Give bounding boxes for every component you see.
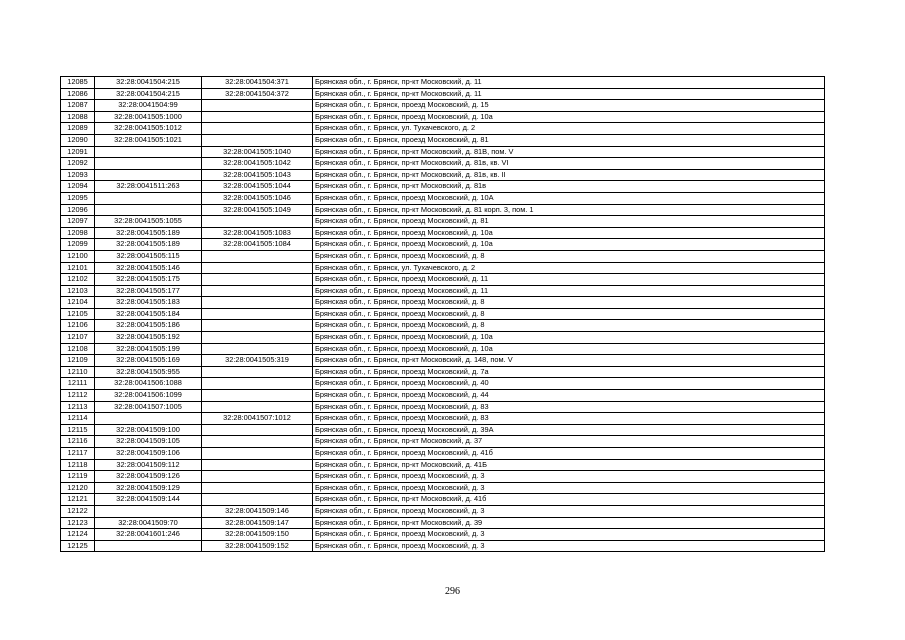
table-row — [61, 401, 825, 413]
row-number-cell: 12115 — [61, 424, 95, 436]
parcel-cadastral-number-cell: 32:28:0041509:105 — [95, 436, 202, 448]
table-row — [61, 413, 825, 425]
row-number-cell: 12094 — [61, 181, 95, 193]
object-cadastral-number-cell: 32:28:0041509:152 — [202, 540, 313, 552]
table-row — [61, 169, 825, 181]
row-number-cell: 12088 — [61, 111, 95, 123]
table-row — [61, 146, 825, 158]
address-cell: Брянская обл., г. Брянск, пр-кт Московский, д. 81в — [313, 181, 825, 193]
row-number-cell: 12112 — [61, 390, 95, 402]
table-row — [61, 505, 825, 517]
object-cadastral-number-cell — [202, 448, 313, 460]
parcel-cadastral-number-cell — [95, 204, 202, 216]
parcel-cadastral-number-cell — [95, 192, 202, 204]
row-number-cell: 12117 — [61, 448, 95, 460]
parcel-cadastral-number-cell: 32:28:0041509:144 — [95, 494, 202, 506]
table-row — [61, 494, 825, 506]
object-cadastral-number-cell: 32:28:0041509:147 — [202, 517, 313, 529]
row-number-cell: 12092 — [61, 158, 95, 170]
address-cell: Брянская обл., г. Брянск, проезд Московский, д. 15 — [313, 100, 825, 112]
parcel-cadastral-number-cell: 32:28:0041511:263 — [95, 181, 202, 193]
object-cadastral-number-cell — [202, 134, 313, 146]
object-cadastral-number-cell: 32:28:0041507:1012 — [202, 413, 313, 425]
parcel-cadastral-number-cell: 32:28:0041509:126 — [95, 471, 202, 483]
object-cadastral-number-cell — [202, 111, 313, 123]
address-cell: Брянская обл., г. Брянск, проезд Московский, д. 40 — [313, 378, 825, 390]
parcel-cadastral-number-cell: 32:28:0041505:189 — [95, 239, 202, 251]
parcel-cadastral-number-cell: 32:28:0041505:1055 — [95, 216, 202, 228]
address-cell: Брянская обл., г. Брянск, проезд Московский, д. 3 — [313, 529, 825, 541]
table-row — [61, 448, 825, 460]
address-cell: Брянская обл., г. Брянск, пр-кт Московский, д. 81 корп. 3, пом. 1 — [313, 204, 825, 216]
address-cell: Брянская обл., г. Брянск, пр-кт Московский, д. 11 — [313, 88, 825, 100]
object-cadastral-number-cell: 32:28:0041505:1049 — [202, 204, 313, 216]
object-cadastral-number-cell — [202, 436, 313, 448]
address-cell: Брянская обл., г. Брянск, пр-кт Московский, д. 148, пом. V — [313, 355, 825, 367]
address-cell: Брянская обл., г. Брянск, проезд Московский, д. 10а — [313, 343, 825, 355]
parcel-cadastral-number-cell: 32:28:0041505:955 — [95, 366, 202, 378]
row-number-cell: 12109 — [61, 355, 95, 367]
parcel-cadastral-number-cell: 32:28:0041505:177 — [95, 285, 202, 297]
parcel-cadastral-number-cell: 32:28:0041506:1099 — [95, 390, 202, 402]
object-cadastral-number-cell — [202, 123, 313, 135]
table-row — [61, 88, 825, 100]
address-cell: Брянская обл., г. Брянск, проезд Московский, д. 8 — [313, 297, 825, 309]
table-row — [61, 227, 825, 239]
parcel-cadastral-number-cell: 32:28:0041601:246 — [95, 529, 202, 541]
page-number: 296 — [445, 586, 460, 597]
address-cell: Брянская обл., г. Брянск, проезд Московский, д. 7а — [313, 366, 825, 378]
row-number-cell: 12096 — [61, 204, 95, 216]
address-cell: Брянская обл., г. Брянск, пр-кт Московский, д. 41Б — [313, 459, 825, 471]
table-row — [61, 332, 825, 344]
address-cell: Брянская обл., г. Брянск, проезд Московский, д. 44 — [313, 390, 825, 402]
row-number-cell: 12107 — [61, 332, 95, 344]
address-cell: Брянская обл., г. Брянск, проезд Московский, д. 39А — [313, 424, 825, 436]
table-body — [61, 77, 825, 552]
table-row — [61, 366, 825, 378]
row-number-cell: 12124 — [61, 529, 95, 541]
row-number-cell: 12116 — [61, 436, 95, 448]
table-row — [61, 390, 825, 402]
table-row — [61, 378, 825, 390]
object-cadastral-number-cell — [202, 332, 313, 344]
table-row — [61, 482, 825, 494]
address-cell: Брянская обл., г. Брянск, проезд Московский, д. 11 — [313, 285, 825, 297]
parcel-cadastral-number-cell: 32:28:0041506:1088 — [95, 378, 202, 390]
object-cadastral-number-cell: 32:28:0041505:319 — [202, 355, 313, 367]
object-cadastral-number-cell: 32:28:0041505:1042 — [202, 158, 313, 170]
property-table — [60, 76, 825, 552]
object-cadastral-number-cell — [202, 471, 313, 483]
table-row — [61, 158, 825, 170]
object-cadastral-number-cell — [202, 366, 313, 378]
object-cadastral-number-cell: 32:28:0041505:1044 — [202, 181, 313, 193]
address-cell: Брянская обл., г. Брянск, проезд Московский, д. 10а — [313, 239, 825, 251]
row-number-cell: 12098 — [61, 227, 95, 239]
object-cadastral-number-cell: 32:28:0041505:1083 — [202, 227, 313, 239]
parcel-cadastral-number-cell: 32:28:0041505:146 — [95, 262, 202, 274]
parcel-cadastral-number-cell: 32:28:0041505:1012 — [95, 123, 202, 135]
table-row — [61, 436, 825, 448]
address-cell: Брянская обл., г. Брянск, проезд Московский, д. 10а — [313, 332, 825, 344]
address-cell: Брянская обл., г. Брянск, проезд Московский, д. 3 — [313, 471, 825, 483]
address-cell: Брянская обл., г. Брянск, проезд Московский, д. 10а — [313, 227, 825, 239]
object-cadastral-number-cell — [202, 482, 313, 494]
object-cadastral-number-cell — [202, 250, 313, 262]
object-cadastral-number-cell — [202, 343, 313, 355]
address-cell: Брянская обл., г. Брянск, ул. Тухачевского, д. 2 — [313, 262, 825, 274]
parcel-cadastral-number-cell: 32:28:0041509:106 — [95, 448, 202, 460]
object-cadastral-number-cell — [202, 459, 313, 471]
parcel-cadastral-number-cell: 32:28:0041505:184 — [95, 308, 202, 320]
object-cadastral-number-cell — [202, 285, 313, 297]
row-number-cell: 12102 — [61, 274, 95, 286]
address-cell: Брянская обл., г. Брянск, пр-кт Московский, д. 11 — [313, 77, 825, 89]
table-row — [61, 262, 825, 274]
row-number-cell: 12091 — [61, 146, 95, 158]
object-cadastral-number-cell — [202, 297, 313, 309]
table-row — [61, 471, 825, 483]
parcel-cadastral-number-cell: 32:28:0041507:1005 — [95, 401, 202, 413]
table-row — [61, 424, 825, 436]
row-number-cell: 12103 — [61, 285, 95, 297]
address-cell: Брянская обл., г. Брянск, проезд Московский, д. 8 — [313, 320, 825, 332]
row-number-cell: 12118 — [61, 459, 95, 471]
object-cadastral-number-cell: 32:28:0041504:371 — [202, 77, 313, 89]
table-row — [61, 181, 825, 193]
address-cell: Брянская обл., г. Брянск, проезд Московский, д. 8 — [313, 308, 825, 320]
row-number-cell: 12104 — [61, 297, 95, 309]
row-number-cell: 12085 — [61, 77, 95, 89]
address-cell: Брянская обл., г. Брянск, проезд Московский, д. 41б — [313, 448, 825, 460]
parcel-cadastral-number-cell: 32:28:0041505:175 — [95, 274, 202, 286]
table-row — [61, 285, 825, 297]
row-number-cell: 12122 — [61, 505, 95, 517]
object-cadastral-number-cell: 32:28:0041505:1040 — [202, 146, 313, 158]
table-row — [61, 192, 825, 204]
row-number-cell: 12119 — [61, 471, 95, 483]
table-row — [61, 355, 825, 367]
row-number-cell: 12097 — [61, 216, 95, 228]
table-row — [61, 540, 825, 552]
table-row — [61, 297, 825, 309]
row-number-cell: 12120 — [61, 482, 95, 494]
table-row — [61, 517, 825, 529]
address-cell: Брянская обл., г. Брянск, проезд Московский, д. 3 — [313, 505, 825, 517]
parcel-cadastral-number-cell: 32:28:0041505:183 — [95, 297, 202, 309]
parcel-cadastral-number-cell: 32:28:0041505:186 — [95, 320, 202, 332]
parcel-cadastral-number-cell: 32:28:0041505:1021 — [95, 134, 202, 146]
row-number-cell: 12114 — [61, 413, 95, 425]
parcel-cadastral-number-cell: 32:28:0041509:70 — [95, 517, 202, 529]
object-cadastral-number-cell — [202, 262, 313, 274]
address-cell: Брянская обл., г. Брянск, проезд Московский, д. 3 — [313, 482, 825, 494]
row-number-cell: 12105 — [61, 308, 95, 320]
address-cell: Брянская обл., г. Брянск, проезд Московский, д. 10А — [313, 192, 825, 204]
object-cadastral-number-cell: 32:28:0041504:372 — [202, 88, 313, 100]
object-cadastral-number-cell — [202, 308, 313, 320]
table-row — [61, 204, 825, 216]
row-number-cell: 12099 — [61, 239, 95, 251]
object-cadastral-number-cell: 32:28:0041509:146 — [202, 505, 313, 517]
object-cadastral-number-cell — [202, 424, 313, 436]
object-cadastral-number-cell — [202, 274, 313, 286]
row-number-cell: 12100 — [61, 250, 95, 262]
row-number-cell: 12106 — [61, 320, 95, 332]
address-cell: Брянская обл., г. Брянск, пр-кт Московский, д. 81в, кв. II — [313, 169, 825, 181]
address-cell: Брянская обл., г. Брянск, пр-кт Московский, д. 81В, пом. V — [313, 146, 825, 158]
row-number-cell: 12123 — [61, 517, 95, 529]
table-row — [61, 239, 825, 251]
table-row — [61, 343, 825, 355]
parcel-cadastral-number-cell: 32:28:0041509:100 — [95, 424, 202, 436]
parcel-cadastral-number-cell: 32:28:0041504:99 — [95, 100, 202, 112]
address-cell: Брянская обл., г. Брянск, пр-кт Московский, д. 41б — [313, 494, 825, 506]
parcel-cadastral-number-cell: 32:28:0041505:1000 — [95, 111, 202, 123]
address-cell: Брянская обл., г. Брянск, проезд Московский, д. 81 — [313, 134, 825, 146]
parcel-cadastral-number-cell: 32:28:0041505:199 — [95, 343, 202, 355]
parcel-cadastral-number-cell — [95, 158, 202, 170]
table-row — [61, 459, 825, 471]
parcel-cadastral-number-cell: 32:28:0041505:169 — [95, 355, 202, 367]
row-number-cell: 12113 — [61, 401, 95, 413]
address-cell: Брянская обл., г. Брянск, пр-кт Московский, д. 37 — [313, 436, 825, 448]
table-row — [61, 250, 825, 262]
row-number-cell: 12095 — [61, 192, 95, 204]
table-row — [61, 100, 825, 112]
table-row — [61, 320, 825, 332]
parcel-cadastral-number-cell: 32:28:0041504:215 — [95, 77, 202, 89]
object-cadastral-number-cell: 32:28:0041505:1084 — [202, 239, 313, 251]
object-cadastral-number-cell — [202, 390, 313, 402]
address-cell: Брянская обл., г. Брянск, проезд Московский, д. 10а — [313, 111, 825, 123]
address-cell: Брянская обл., г. Брянск, проезд Московский, д. 81 — [313, 216, 825, 228]
table-row — [61, 216, 825, 228]
row-number-cell: 12110 — [61, 366, 95, 378]
row-number-cell: 12089 — [61, 123, 95, 135]
table-row — [61, 111, 825, 123]
parcel-cadastral-number-cell: 32:28:0041504:215 — [95, 88, 202, 100]
row-number-cell: 12093 — [61, 169, 95, 181]
address-cell: Брянская обл., г. Брянск, ул. Тухачевского, д. 2 — [313, 123, 825, 135]
address-cell: Брянская обл., г. Брянск, проезд Московский, д. 3 — [313, 540, 825, 552]
object-cadastral-number-cell — [202, 320, 313, 332]
parcel-cadastral-number-cell — [95, 169, 202, 181]
parcel-cadastral-number-cell — [95, 540, 202, 552]
table-row — [61, 134, 825, 146]
row-number-cell: 12090 — [61, 134, 95, 146]
parcel-cadastral-number-cell: 32:28:0041505:192 — [95, 332, 202, 344]
row-number-cell: 12125 — [61, 540, 95, 552]
table-row — [61, 308, 825, 320]
parcel-cadastral-number-cell: 32:28:0041505:189 — [95, 227, 202, 239]
parcel-cadastral-number-cell: 32:28:0041505:115 — [95, 250, 202, 262]
object-cadastral-number-cell — [202, 494, 313, 506]
object-cadastral-number-cell — [202, 216, 313, 228]
row-number-cell: 12121 — [61, 494, 95, 506]
parcel-cadastral-number-cell — [95, 505, 202, 517]
parcel-cadastral-number-cell — [95, 413, 202, 425]
row-number-cell: 12111 — [61, 378, 95, 390]
table-row — [61, 77, 825, 89]
address-cell: Брянская обл., г. Брянск, проезд Московский, д. 83 — [313, 413, 825, 425]
table-row — [61, 123, 825, 135]
address-cell: Брянская обл., г. Брянск, проезд Московский, д. 83 — [313, 401, 825, 413]
table-row — [61, 274, 825, 286]
object-cadastral-number-cell: 32:28:0041505:1043 — [202, 169, 313, 181]
object-cadastral-number-cell — [202, 401, 313, 413]
parcel-cadastral-number-cell — [95, 146, 202, 158]
object-cadastral-number-cell: 32:28:0041505:1046 — [202, 192, 313, 204]
table-row — [61, 529, 825, 541]
parcel-cadastral-number-cell: 32:28:0041509:129 — [95, 482, 202, 494]
object-cadastral-number-cell — [202, 100, 313, 112]
address-cell: Брянская обл., г. Брянск, проезд Московский, д. 8 — [313, 250, 825, 262]
address-cell: Брянская обл., г. Брянск, пр-кт Московский, д. 39 — [313, 517, 825, 529]
object-cadastral-number-cell: 32:28:0041509:150 — [202, 529, 313, 541]
address-cell: Брянская обл., г. Брянск, пр-кт Московский, д. 81в, кв. VI — [313, 158, 825, 170]
row-number-cell: 12101 — [61, 262, 95, 274]
row-number-cell: 12108 — [61, 343, 95, 355]
row-number-cell: 12086 — [61, 88, 95, 100]
address-cell: Брянская обл., г. Брянск, проезд Московский, д. 11 — [313, 274, 825, 286]
row-number-cell: 12087 — [61, 100, 95, 112]
object-cadastral-number-cell — [202, 378, 313, 390]
parcel-cadastral-number-cell: 32:28:0041509:112 — [95, 459, 202, 471]
